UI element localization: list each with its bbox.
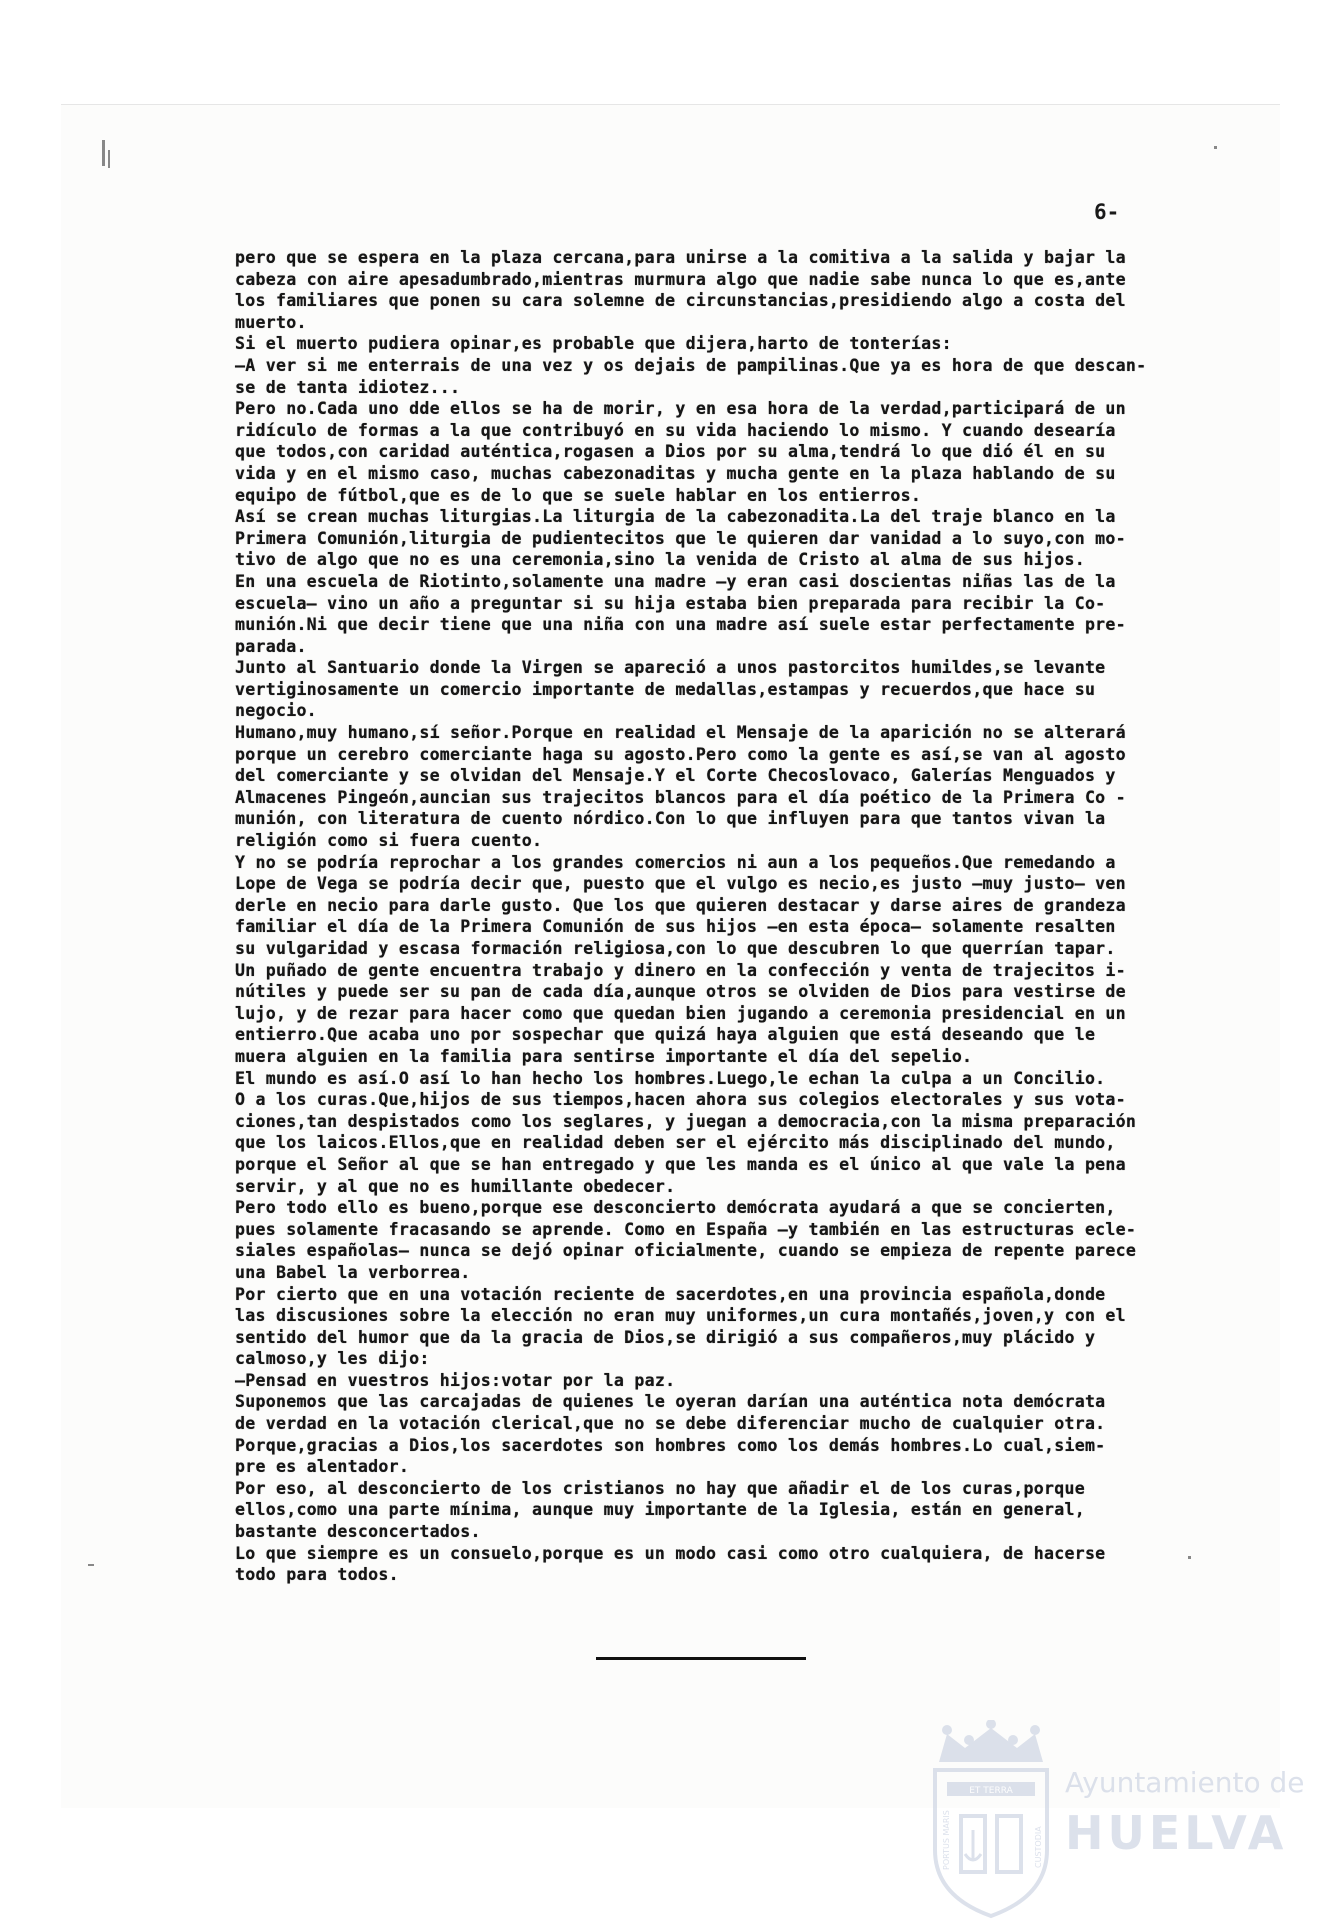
text-line: que los laicos.Ellos,que en realidad deben ser el ejército más disciplinado del mundo,: [235, 1133, 1116, 1153]
text-line: Porque,gracias a Dios,los sacerdotes son hombres como los demás hombres.Lo cual,siem-: [235, 1435, 1106, 1455]
text-line: ciones,tan despistados como los seglares, y juegan a democracia,con la misma preparación: [235, 1111, 1137, 1131]
text-line: bastante desconcertados.: [235, 1522, 481, 1542]
text-line: entierro.Que acaba uno por sospechar que quizá haya alguien que está deseando que le: [235, 1025, 1096, 1045]
text-line: Por cierto que en una votación reciente de sacerdotes,en una provincia española,donde: [235, 1284, 1106, 1304]
text-line: Si el muerto pudiera opinar,es probable que dijera,harto de tonterías:: [235, 334, 952, 354]
typed-text-body: [235, 247, 1210, 1586]
text-line: muerto.: [235, 312, 307, 332]
text-line: nútiles y puede ser su pan de cada día,aunque otros se olviden de Dios para vestirse de: [235, 982, 1126, 1002]
text-line: muera alguien en la familia para sentirse importante el día del sepelio.: [235, 1046, 973, 1066]
text-line: lujo, y de rezar para hacer como que quedan bien jugando a ceremonia presidencial en un: [235, 1003, 1126, 1023]
text-line: religión como si fuera cuento.: [235, 831, 543, 851]
watermark-line-1: Ayuntamiento de: [1065, 1766, 1305, 1799]
text-line: una Babel la verborrea.: [235, 1262, 471, 1282]
text-line: munión, con literatura de cuento nórdico.Con lo que influyen para que tantos vivan la: [235, 809, 1106, 829]
scan-mark: [108, 150, 110, 168]
text-line: pero que se espera en la plaza cercana,para unirse a la comitiva a la salida y bajar la: [235, 248, 1126, 267]
text-line: ridículo de formas a la que contribuyó en su vida haciendo lo mismo. Y cuando desearía: [235, 420, 1116, 440]
text-line: derle en necio para darle gusto. Que los que quieren destacar y darse aires de grandeza: [235, 895, 1126, 915]
text-line: del comerciante y se olvidan del Mensaje.Y el Corte Checoslovaco, Galerías Menguados y: [235, 766, 1116, 786]
text-line: porque el Señor al que se han entregado y que les manda es el único al que vale la pena: [235, 1154, 1126, 1174]
watermark-line-2: HUELVA: [1065, 1806, 1288, 1860]
text-line: Humano,muy humano,sí señor.Porque en realidad el Mensaje de la aparición no se alterará: [235, 723, 1126, 743]
crest-right-text: CUSTODIA: [1034, 1826, 1043, 1868]
text-line: El mundo es así.O así lo han hecho los hombres.Luego,le echan la culpa a un Concilio.: [235, 1068, 1106, 1088]
text-line: Junto al Santuario donde la Virgen se apareció a unos pastorcitos humildes,se levante: [235, 658, 1106, 678]
text-line: Por eso, al desconcierto de los cristianos no hay que añadir el de los curas,porque: [235, 1478, 1085, 1498]
text-line: siales españolas— nunca se dejó opinar oficialmente, cuando se empieza de repente parece: [235, 1241, 1137, 1261]
text-line: vida y en el mismo caso, muchas cabezonaditas y mucha gente en la plaza hablando de su: [235, 463, 1116, 483]
page-number: 6-: [1094, 200, 1120, 224]
text-line: porque un cerebro comerciante haga su agosto.Pero como la gente es así,se van al agosto: [235, 744, 1126, 764]
scan-mark: [102, 140, 105, 166]
text-line: cabeza con aire apesadumbrado,mientras murmura algo que nadie sabe nunca lo que es,ante: [235, 269, 1126, 289]
text-line: Lope de Vega se podría decir que, puesto que el vulgo es necio,es justo —muy justo— ven: [235, 874, 1126, 894]
city-crest-icon: [925, 1720, 1057, 1920]
text-line: Un puñado de gente encuentra trabajo y dinero en la confección y venta de trajecitos i-: [235, 960, 1126, 980]
text-line: escuela— vino un año a preguntar si su hija estaba bien preparada para recibir la Co-: [235, 593, 1106, 613]
text-line: se de tanta idiotez...: [235, 377, 461, 397]
crest-band-text: ET TERRA: [969, 1786, 1013, 1796]
text-line: vertiginosamente un comercio importante de medallas,estampas y recuerdos,que hace su: [235, 679, 1096, 699]
text-line: todo para todos.: [235, 1565, 399, 1585]
text-line: de verdad en la votación clerical,que no se debe diferenciar mucho de cualquier otra.: [235, 1414, 1106, 1434]
text-line: las discusiones sobre la elección no eran muy uniformes,un cura montañés,joven,y con el: [235, 1306, 1126, 1326]
closing-rule: [596, 1657, 806, 1660]
text-line: parada.: [235, 636, 307, 656]
text-line: Primera Comunión,liturgia de pudientecitos que le quieren dar vanidad a lo suyo,con mo-: [235, 528, 1126, 548]
text-line: equipo de fútbol,que es de lo que se suele hablar en los entierros.: [235, 485, 922, 505]
text-line: tivo de algo que no es una ceremonia,sino la venida de Cristo al alma de sus hijos.: [235, 550, 1085, 570]
text-line: ellos,como una parte mínima, aunque muy importante de la Iglesia, están en general,: [235, 1500, 1085, 1520]
text-line: Suponemos que las carcajadas de quienes le oyeran darían una auténtica nota demócrata: [235, 1392, 1106, 1412]
text-line: su vulgaridad y escasa formación religiosa,con lo que descubren lo que querrían tapar.: [235, 939, 1116, 958]
text-line: Pero todo ello es bueno,porque ese desconcierto demócrata ayudará a que se concierten,: [235, 1198, 1116, 1218]
text-line: los familiares que ponen su cara solemne de circunstancias,presidiendo algo a costa del: [235, 291, 1126, 311]
text-line: que todos,con caridad auténtica,rogasen a Dios por su alma,tendrá lo que dió él en su: [235, 442, 1106, 462]
text-line: —Pensad en vuestros hijos:votar por la paz.: [235, 1370, 676, 1390]
scan-mark: [1214, 146, 1217, 149]
text-line: calmoso,y les dijo:: [235, 1349, 430, 1369]
text-line: pues solamente fracasando se aprende. Como en España —y también en las estructuras ecle-: [235, 1219, 1137, 1239]
text-line: pre es alentador.: [235, 1457, 410, 1477]
text-line: negocio.: [235, 701, 317, 721]
text-line: servir, y al que no es humillante obedecer.: [235, 1176, 676, 1196]
text-line: sentido del humor que da la gracia de Dios,se dirigió a sus compañeros,muy plácido y: [235, 1327, 1096, 1347]
text-line: Almacenes Pingeón,auncian sus trajecitos blancos para el día poético de la Primera Co -: [235, 787, 1126, 807]
text-line: En una escuela de Riotinto,solamente una madre —y eran casi doscientas niñas las de la: [235, 571, 1116, 591]
crest-left-text: PORTUS MARIS: [942, 1810, 951, 1870]
text-line: Pero no.Cada uno dde ellos se ha de morir, y en esa hora de la verdad,participará de un: [235, 399, 1126, 419]
text-line: munión.Ni que decir tiene que una niña con una madre así suele estar perfectamente pre-: [235, 615, 1126, 635]
text-line: O a los curas.Que,hijos de sus tiempos,hacen ahora sus colegios electorales y sus vota-: [235, 1090, 1126, 1110]
text-line: familiar el día de la Primera Comunión de sus hijos —en esta época— solamente resalten: [235, 917, 1116, 937]
scan-mark: [88, 1564, 94, 1566]
text-line: —A ver si me enterrais de una vez y os dejais de pampilinas.Que ya es hora de que descan-: [235, 355, 1147, 375]
huelva-watermark: [925, 1720, 1343, 1920]
text-line: Lo que siempre es un consuelo,porque es un modo casi como otro cualquiera, de hacerse: [235, 1543, 1106, 1563]
text-line: Así se crean muchas liturgias.La liturgia de la cabezonadita.La del traje blanco en la: [235, 507, 1116, 527]
text-line: Y no se podría reprochar a los grandes comercios ni aun a los pequeños.Que remedando a: [235, 852, 1116, 872]
